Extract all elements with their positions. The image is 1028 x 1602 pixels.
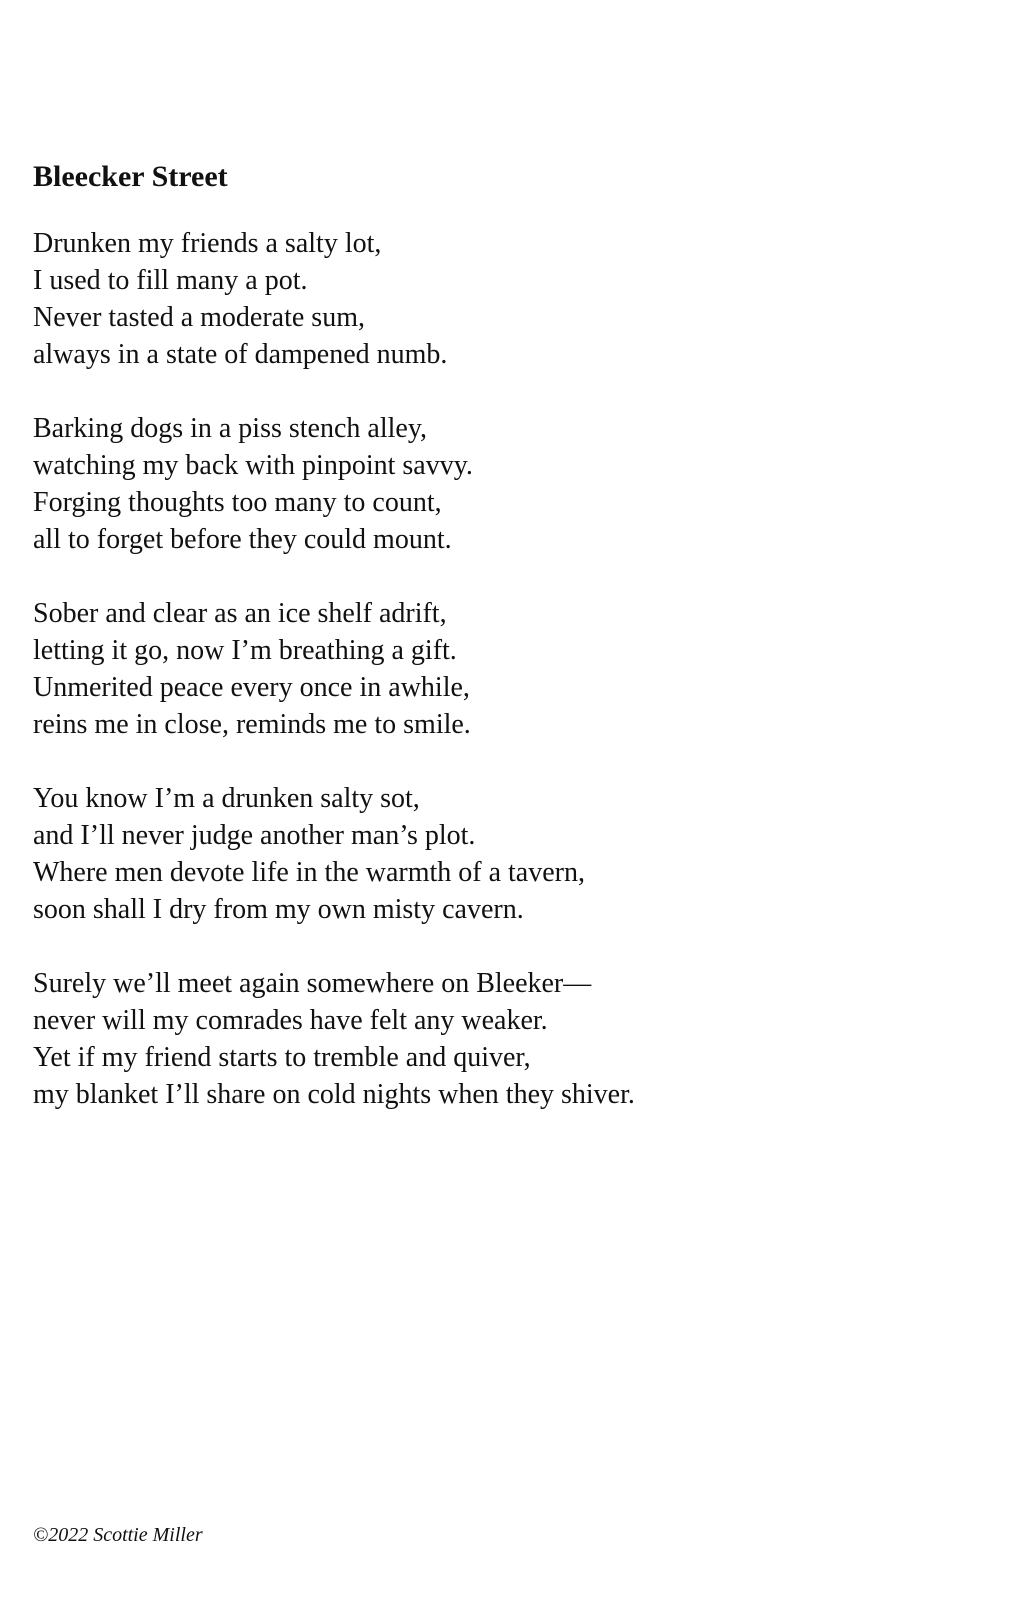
poem-body xyxy=(33,225,933,1150)
stanza-3 xyxy=(33,595,933,743)
poem-line: never will my comrades have felt any weaker. xyxy=(33,1005,548,1036)
poem-line: Barking dogs in a piss stench alley, xyxy=(33,413,428,444)
poem-line: I used to fill many a pot. xyxy=(33,265,308,296)
poem-line: Drunken my friends a salty lot, xyxy=(33,228,382,259)
poem-line: Yet if my friend starts to tremble and quiver, xyxy=(33,1042,531,1073)
poem-title: Bleecker Street xyxy=(33,160,228,193)
poem-line: and I’ll never judge another man’s plot. xyxy=(33,820,476,851)
poem-line: letting it go, now I’m breathing a gift. xyxy=(33,635,457,666)
poem-line: reins me in close, reminds me to smile. xyxy=(33,709,471,740)
poem-line: Never tasted a moderate sum, xyxy=(33,302,365,333)
poem-line: Where men devote life in the warmth of a tavern, xyxy=(33,857,585,888)
poem-line: always in a state of dampened numb. xyxy=(33,339,448,370)
poem-line: Surely we’ll meet again somewhere on Bleeker— xyxy=(33,968,592,999)
poem-line: Unmerited peace every once in awhile, xyxy=(33,672,470,703)
poem-line: Forging thoughts too many to count, xyxy=(33,487,442,518)
poem-line: Sober and clear as an ice shelf adrift, xyxy=(33,598,447,629)
poem-line: watching my back with pinpoint savvy. xyxy=(33,450,473,481)
poem-line: You know I’m a drunken salty sot, xyxy=(33,783,420,814)
poem-line: all to forget before they could mount. xyxy=(33,524,452,555)
copyright-notice: ©2022 Scottie Miller xyxy=(33,1524,203,1546)
poem-line: soon shall I dry from my own misty cavern. xyxy=(33,894,524,925)
poem-line: my blanket I’ll share on cold nights when they shiver. xyxy=(33,1079,635,1110)
stanza-5 xyxy=(33,965,933,1113)
stanza-2 xyxy=(33,410,933,558)
stanza-1 xyxy=(33,225,933,373)
stanza-4 xyxy=(33,780,933,928)
